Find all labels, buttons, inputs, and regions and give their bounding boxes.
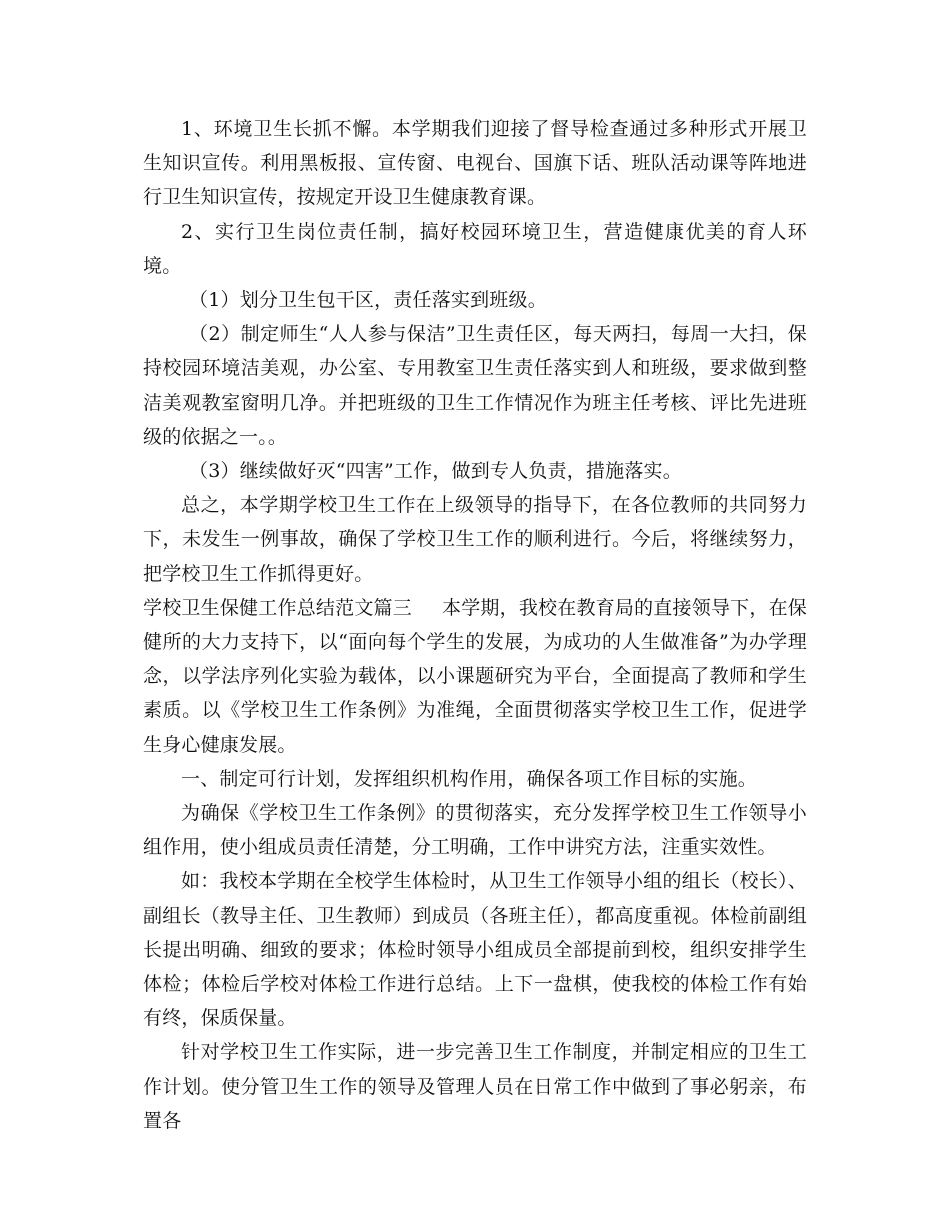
paragraph-item-1: （1）划分卫生包干区，责任落实到班级。	[189, 289, 547, 312]
paragraph-conclusion: 总之，本学期学校卫生工作在上级领导的指导下，在各位教师的共同努力下，未发生一例事故，确保了学校卫生工作的顺利进行。今后，将继续努力，把学校卫生工作抓得更好。	[143, 494, 807, 585]
section-intro: 本学期，我校在教育局的直接领导下，在保健所的大力支持下，以“面向每个学生的发展，为成功的人生做准备”为办学理念，以学法序列化实验为载体，以小课题研究为平台，全面提高了教师和学生素质。以《学校卫生工作条例》为准绳，全面贯彻落实学校卫生工作，促进学生身心健康发展。	[143, 596, 807, 756]
paragraph-item-3: （3）继续做好灭“四害”工作，做到专人负责，措施落实。	[189, 460, 682, 483]
section-title: 学校卫生保健工作总结范文篇三	[143, 596, 412, 619]
paragraph-heading-one: 一、制定可行计划，发挥组织机构作用，确保各项工作目标的实施。	[181, 767, 758, 790]
paragraph-environment-hygiene: 1、环境卫生长抓不懈。本学期我们迎接了督导检查通过多种形式开展卫生知识宣传。利用黑板报、宣传窗、电视台、国旗下话、班队活动课等阵地进行卫生知识宣传，按规定开设卫生健康教育课。	[143, 118, 807, 209]
paragraph-responsibility-system: 2、实行卫生岗位责任制，搞好校园环境卫生，营造健康优美的育人环境。	[143, 220, 807, 277]
paragraph-regulations: 为确保《学校卫生工作条例》的贯彻落实，充分发挥学校卫生工作领导小组作用，使小组成员责任清楚，分工明确，工作中讲究方法，注重实效性。	[143, 802, 807, 859]
section-paragraph	[143, 591, 807, 762]
paragraph-work-system: 针对学校卫生工作实际，进一步完善卫生工作制度，并制定相应的卫生工作计划。使分管卫生工作的领导及管理人员在日常工作中做到了事必躬亲，布置各	[143, 1041, 807, 1132]
paragraph-item-2: （2）制定师生“人人参与保洁”卫生责任区，每天两扫，每周一大扫，保持校园环境洁美观，办公室、专用教室卫生责任落实到人和班级，要求做到整洁美观教室窗明几净。并把班级的卫生工作情况作为班主任考核、评比先进班级的依据之一。。	[143, 323, 807, 448]
paragraph-physical-exam: 如：我校本学期在全校学生体检时，从卫生工作领导小组的组长（校长）、副组长（教导主任、卫生教师）到成员（各班主任），都高度重视。体检前副组长提出明确、细致的要求；体检时领导小组成员全部提前到校，组织安排学生体检；体检后学校对体检工作进行总结。上下一盘棋，使我校的体检工作有始有终，保质保量。	[143, 870, 807, 1030]
document-body	[143, 112, 807, 1138]
